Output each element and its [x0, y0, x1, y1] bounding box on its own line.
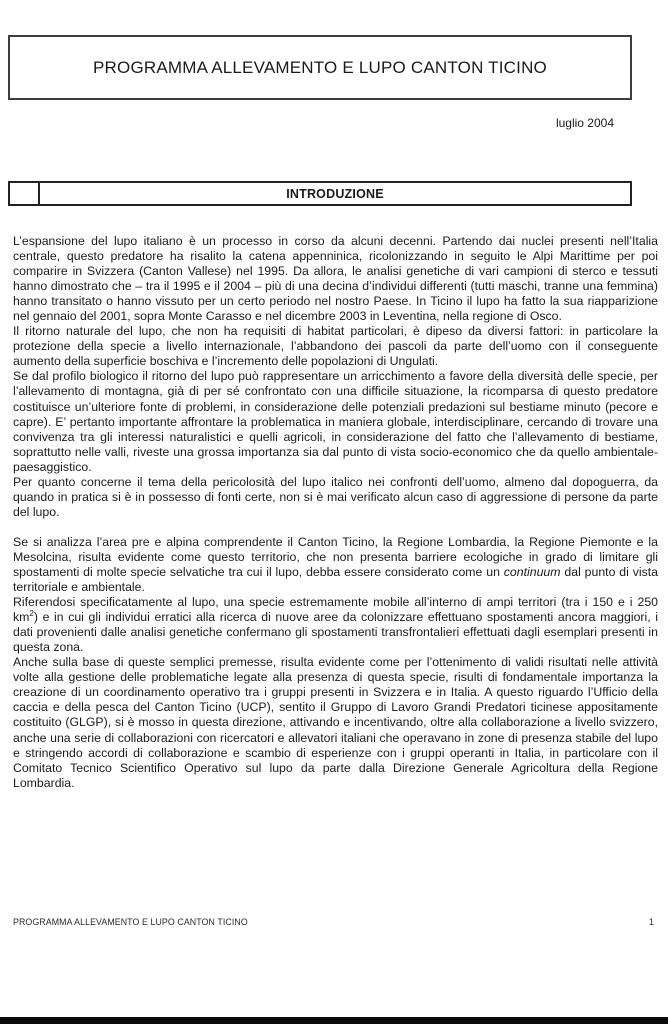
paragraph-5-text: Se si analizza l’area pre e alpina comprendente il Canton Ticino, la Regione Lombardia, la Regione Piemonte e la Mesolcina, risulta evidente come questo territorio, che non presenta barriere ecologiche in grado di limitare gli spostamenti di molte specie selvatiche tra cui il lupo, debba essere considerato come un	[13, 534, 658, 579]
title-box	[8, 35, 632, 100]
paragraph-3: Se dal profilo biologico il ritorno del lupo può rappresentare un arricchimento a favore della diversità delle specie, per l’allevamento di montagna, già di per sé confrontato con una difficile situazione, la ricomparsa di questo predatore costituisce un’ulteriore fonte di problemi, in considerazione delle potenziali predazioni sul bestiame minuto (pecore e capre). E’ pertanto importante affrontare la problematica in maniera globale, interdisciplinare, cercando di trovare una convivenza tra gli interessi naturalistici e quelli agricoli, in considerazione del fatto che l’allevamento di bestiame, soprattutto nelle valli, riveste una grossa importanza sia dal punto di vista socio-economico che da quello ambientale-paesaggistico.	[13, 369, 658, 474]
paragraph-2: Il ritorno naturale del lupo, che non ha requisiti di habitat particolari, è dipeso da diversi fattori: in particolare la protezione della specie a livello internazionale, l’abbandono dei pascoli da parte dell’uomo con il conseguente aumento della superficie boschiva e l’incremento delle popolazioni di Ungulati.	[13, 324, 658, 369]
page-title: PROGRAMMA ALLEVAMENTO E LUPO CANTON TICINO	[93, 57, 547, 77]
document-date: luglio 2004	[555, 116, 614, 130]
paragraph-6-superscript: 2	[29, 609, 34, 619]
section-heading: INTRODUZIONE	[286, 186, 384, 201]
paragraph-6-text-after: ) e in cui gli individui erratici alla ricerca di nuove aree da colonizzare effettuano spostamenti ancora maggiori, i dati provenienti dalle analisi genetiche confermano gli spostamenti transfrontalieri effettuati dagli esemplari presenti in questa zona.	[13, 610, 658, 655]
paragraph-1: L’espansione del lupo italiano è un processo in corso da alcuni decenni. Partendo dai nuclei presenti nell’Italia centrale, questo predatore ha risalito la catena appenninica, ricolonizzando in seguito le Alpi Marittime per poi comparire in Svizzera (Canton Vallese) nel 1995. Da allora, le analisi genetiche di vari campioni di sterco e tessuti hanno dimostrato che – tra il 1995 e il 2004 – più di una decina d’individui differenti (tutti maschi, tranne una femmina) hanno transitato o hanno vissuto per un certo periodo nel nostro Paese. In Ticino il lupo ha fatto la sua riapparizione nel gennaio del 2001, sopra Monte Carasso e nel dicembre 2003 in Leventina, nella regione di Osco.	[13, 234, 658, 324]
footer-page-number: 1	[649, 917, 654, 927]
section-header-bar	[8, 181, 632, 206]
body-text	[13, 234, 658, 791]
paragraph-5-text-after: dal punto di vista territoriale e ambientale.	[13, 564, 658, 595]
paragraph-6	[13, 595, 658, 655]
paragraph-5	[13, 535, 658, 595]
paragraph-7: Anche sulla base di queste semplici premesse, risulta evidente come per l’ottenimento di validi risultati nelle attività volte alla gestione delle problematiche legate alla presenza di questa specie, risulti di fondamentale importanza la creazione di un coordinamento operativo tra i gruppi presenti in Svizzera e in Italia. A questo riguardo l’Ufficio della caccia e della pesca del Canton Ticino (UCP), sentito il Gruppo di Lavoro Grandi Predatori ticinese appositamente costituito (GLGP), si è mosso in questa direzione, attivando e incentivando, oltre alla collaborazione a livello svizzero, anche una serie di collaborazioni con ricercatori e allevatori italiani che operavano in zone di presenza stabile del lupo e stringendo accordi di collaborazione e scambio di esperienze con i gruppi operanti in Italia, in particolare con il Comitato Tecnico Scientifico Operativo sul lupo da parte dalla Direzione Generale Agricoltura della Regione Lombardia.	[13, 655, 658, 790]
footer-title: PROGRAMMA ALLEVAMENTO E LUPO CANTON TICINO	[13, 917, 248, 927]
paragraph-4: Per quanto concerne il tema della pericolosità del lupo italico nei confronti dell’uomo, almeno dal dopoguerra, da quando in pratica si è in possesso di fonti certe, non si è mai verificato alcun caso di aggressione di persone da parte del lupo.	[13, 474, 658, 519]
page-bottom-edge	[0, 1017, 668, 1024]
page-footer	[13, 917, 654, 927]
section-number-cell	[10, 183, 40, 204]
paragraph-5-italic-term: continuum	[503, 564, 561, 579]
paragraph-spacer	[13, 520, 658, 535]
paragraph-6-text: Riferendosi specificatamente al lupo, una specie estremamente mobile all’interno di ampi territori (tra i 150 e i 250 km	[13, 595, 658, 625]
